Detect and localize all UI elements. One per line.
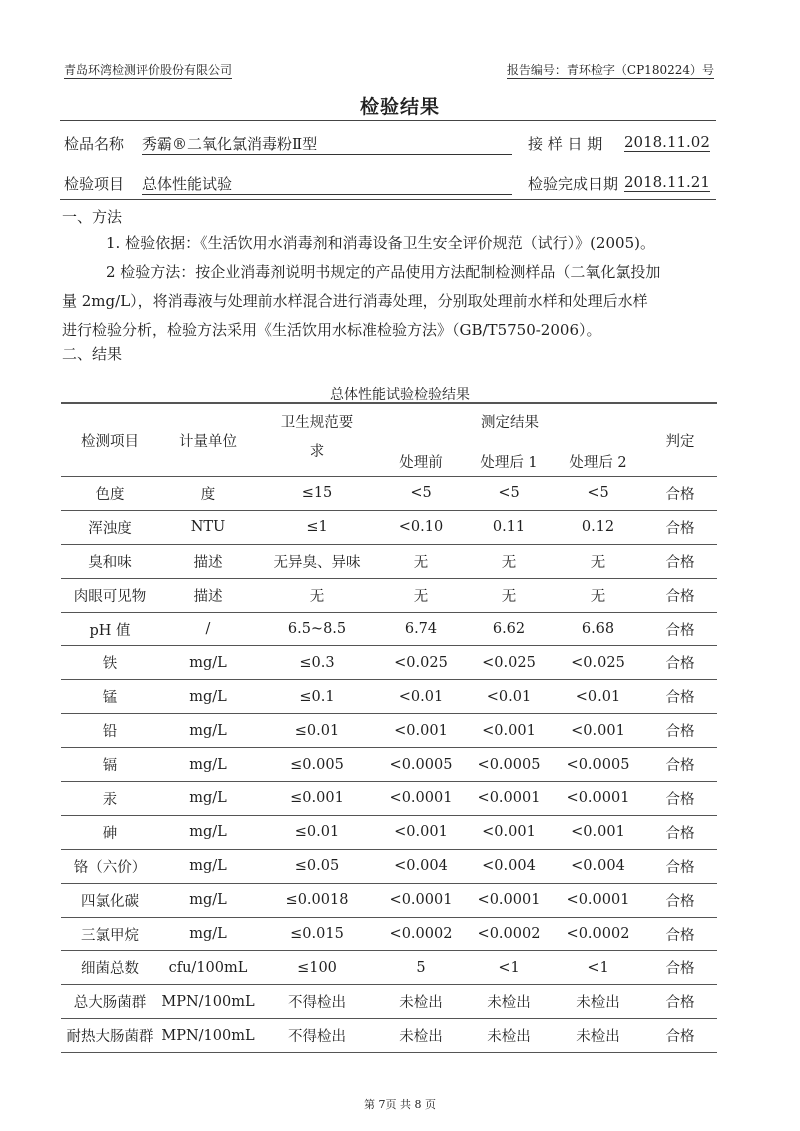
cell-after1: <0.01 <box>486 688 532 705</box>
cell-before: 6.74 <box>404 621 438 637</box>
cell-standard: ≤0.01 <box>294 722 340 739</box>
table-row <box>61 544 717 578</box>
table-row <box>61 510 717 544</box>
table-row <box>61 714 717 748</box>
sample-name-value: 秀霸®二氧化氯消毒粉Ⅱ型 <box>142 133 512 155</box>
method-basis: 1. 检验依据：《生活饮用水消毒剂和消毒设备卫生安全评价规范（试行）》(2005)。 <box>106 234 655 252</box>
header-verdict: 判定 <box>665 433 695 450</box>
report-number: 报告编号：青环检字（CP180224）号 <box>506 63 714 77</box>
table-row <box>61 951 717 985</box>
test-item-value: 总体性能试验 <box>142 173 512 195</box>
cell-verdict: 合格 <box>665 622 695 639</box>
cell-item: 铁 <box>102 656 118 673</box>
cell-verdict: 合格 <box>665 588 695 605</box>
cell-after1: <0.0005 <box>477 756 541 773</box>
header-unit: 计量单位 <box>179 433 237 450</box>
method-procedure-line3: 进行检验分析，检验方法采用《生活饮用水标准检验方法》（GB/T5750-2006）。 <box>62 321 602 339</box>
cell-unit: NTU <box>190 519 226 536</box>
header-after1: 处理后 1 <box>480 455 538 471</box>
cell-after2: <1 <box>587 959 609 976</box>
cell-after2: <0.025 <box>571 654 625 671</box>
results-table-body <box>61 477 717 1053</box>
table-row <box>61 917 717 951</box>
cell-after2: <0.0002 <box>566 926 630 943</box>
cell-item: 砷 <box>102 825 118 842</box>
cell-before: <0.0002 <box>389 926 453 943</box>
header-measured: 测定结果 <box>481 414 539 431</box>
cell-item: 耐热大肠菌群 <box>66 1029 154 1046</box>
cell-verdict: 合格 <box>665 927 695 944</box>
cell-after1: 未检出 <box>487 995 531 1012</box>
cell-item: 铅 <box>102 724 118 741</box>
cell-unit: cfu/100mL <box>168 959 248 976</box>
cell-standard: ≤0.015 <box>290 926 344 943</box>
cell-verdict: 合格 <box>665 995 695 1012</box>
cell-standard: ≤0.1 <box>299 688 335 705</box>
cell-after1: <0.0001 <box>477 790 541 807</box>
page-title: 检验结果 <box>359 96 440 118</box>
cell-verdict: 合格 <box>665 791 695 808</box>
cell-standard: ≤100 <box>297 959 337 976</box>
cell-after1: 无 <box>501 588 517 605</box>
table-row <box>61 985 717 1019</box>
table-row <box>61 815 717 849</box>
cell-before: <0.001 <box>394 722 448 739</box>
complete-date-label: 检验完成日期 <box>528 175 619 193</box>
cell-verdict: 合格 <box>665 656 695 673</box>
table-row <box>61 782 717 816</box>
cell-item: pH 值 <box>89 622 131 639</box>
table-row <box>61 646 717 680</box>
cell-standard: 不得检出 <box>288 1029 346 1046</box>
table-caption: 总体性能试验检验结果 <box>330 387 470 403</box>
cell-after1: <1 <box>498 959 520 976</box>
cell-standard: ≤0.01 <box>294 824 340 841</box>
cell-standard: ≤0.001 <box>290 790 344 807</box>
cell-unit: mg/L <box>189 654 227 671</box>
cell-after2: <0.004 <box>571 858 625 875</box>
cell-unit: mg/L <box>189 926 227 943</box>
cell-verdict: 合格 <box>665 893 695 910</box>
cell-item: 肉眼可见物 <box>73 588 147 605</box>
cell-verdict: 合格 <box>665 724 695 741</box>
cell-item: 三氯甲烷 <box>81 927 139 944</box>
cell-after2: <0.001 <box>571 722 625 739</box>
complete-date-value: 2018.11.21 <box>624 173 710 191</box>
cell-item: 浑浊度 <box>88 520 132 537</box>
header-after2: 处理后 2 <box>569 455 627 471</box>
cell-standard: 不得检出 <box>288 995 346 1012</box>
cell-before: <0.0001 <box>389 790 453 807</box>
cell-after2: 0.12 <box>581 519 615 536</box>
sample-name-label: 检品名称 <box>64 135 125 153</box>
cell-after1: <0.0001 <box>477 892 541 909</box>
cell-after2: <0.01 <box>575 688 621 705</box>
cell-verdict: 合格 <box>665 825 695 842</box>
cell-before: <0.004 <box>394 858 448 875</box>
cell-before: <0.10 <box>398 519 444 536</box>
cell-item: 总大肠菌群 <box>73 995 147 1012</box>
cell-item: 汞 <box>102 791 118 808</box>
cell-standard: ≤0.0018 <box>285 892 349 909</box>
cell-verdict: 合格 <box>665 961 695 978</box>
cell-after1: 6.62 <box>492 621 526 637</box>
cell-item: 镉 <box>102 758 118 775</box>
cell-unit: mg/L <box>189 858 227 875</box>
cell-after1: <5 <box>498 485 520 502</box>
cell-unit: 描述 <box>193 588 223 605</box>
table-row <box>61 883 717 917</box>
cell-before: 无 <box>413 588 429 605</box>
results-heading: 二、结果 <box>62 345 123 363</box>
cell-after1: <0.025 <box>482 654 536 671</box>
cell-unit: 描述 <box>193 554 223 571</box>
cell-verdict: 合格 <box>665 520 695 537</box>
cell-after1: <0.004 <box>482 858 536 875</box>
cell-before: 未检出 <box>399 1029 443 1046</box>
cell-after2: 无 <box>590 588 606 605</box>
cell-verdict: 合格 <box>665 758 695 775</box>
cell-standard: ≤0.005 <box>290 756 344 773</box>
header-item: 检测项目 <box>81 433 139 450</box>
cell-after2: <0.0001 <box>566 790 630 807</box>
test-item-row <box>64 173 714 197</box>
cell-item: 锰 <box>102 690 118 707</box>
cell-before: <0.025 <box>394 654 448 671</box>
cell-standard: ≤0.05 <box>294 858 340 875</box>
cell-unit: / <box>205 621 211 637</box>
cell-unit: mg/L <box>189 824 227 841</box>
cell-unit: mg/L <box>189 722 227 739</box>
fields-divider <box>60 199 716 200</box>
cell-standard: 6.5~8.5 <box>287 621 347 637</box>
cell-after2: <5 <box>587 485 609 502</box>
cell-item: 四氯化碳 <box>81 893 139 910</box>
company-name: 青岛环湾检测评价股份有限公司 <box>64 63 233 77</box>
method-procedure-line2: 量 2mg/L），将消毒液与处理前水样混合进行消毒处理，分别取处理前水样和处理后水样 <box>62 292 648 310</box>
cell-before: <0.01 <box>398 688 444 705</box>
method-body <box>62 229 714 345</box>
cell-before: <0.0005 <box>389 756 453 773</box>
sample-name-row <box>64 133 714 157</box>
cell-verdict: 合格 <box>665 486 695 503</box>
cell-after1: <0.001 <box>482 722 536 739</box>
page-number: 第 7页 共 8 页 <box>364 1098 436 1111</box>
cell-before: 未检出 <box>399 995 443 1012</box>
cell-item: 铬（六价） <box>73 859 147 876</box>
cell-unit: mg/L <box>189 790 227 807</box>
cell-verdict: 合格 <box>665 554 695 571</box>
cell-after2: 未检出 <box>576 1029 620 1046</box>
cell-unit: mg/L <box>189 688 227 705</box>
cell-after2: <0.0005 <box>566 756 630 773</box>
cell-after2: 未检出 <box>576 995 620 1012</box>
table-row <box>61 1019 717 1053</box>
header-before: 处理前 <box>399 455 443 471</box>
table-row <box>61 477 717 511</box>
cell-item: 臭和味 <box>88 554 132 571</box>
cell-after2: <0.0001 <box>566 892 630 909</box>
cell-after1: 0.11 <box>492 519 526 536</box>
cell-before: <0.001 <box>394 824 448 841</box>
cell-after1: <0.001 <box>482 824 536 841</box>
cell-after1: 未检出 <box>487 1029 531 1046</box>
cell-unit: MPN/100mL <box>161 993 255 1010</box>
cell-unit: 度 <box>200 486 216 503</box>
cell-before: <5 <box>410 485 432 502</box>
cell-after1: <0.0002 <box>477 926 541 943</box>
cell-after2: 无 <box>590 554 606 571</box>
table-row <box>61 612 717 646</box>
cell-after2: 6.68 <box>581 621 615 637</box>
table-row <box>61 680 717 714</box>
title-divider <box>60 120 716 121</box>
header-standard-line2: 求 <box>309 444 325 460</box>
cell-standard: 无 <box>309 588 325 605</box>
cell-verdict: 合格 <box>665 690 695 707</box>
test-item-label: 检验项目 <box>64 175 125 193</box>
results-table <box>61 402 717 1053</box>
cell-standard: ≤0.3 <box>299 654 335 671</box>
table-row <box>61 849 717 883</box>
table-row <box>61 748 717 782</box>
method-heading: 一、方法 <box>62 208 123 226</box>
cell-item: 细菌总数 <box>81 961 139 978</box>
cell-standard: ≤15 <box>301 485 333 502</box>
header-standard-line1: 卫生规范要 <box>280 414 354 431</box>
cell-verdict: 合格 <box>665 1029 695 1046</box>
cell-unit: mg/L <box>189 756 227 773</box>
cell-before: 5 <box>416 959 426 976</box>
method-procedure-line1: 2 检验方法：按企业消毒剂说明书规定的产品使用方法配制检测样品（二氧化氯投加 <box>106 263 661 281</box>
cell-after2: <0.001 <box>571 824 625 841</box>
cell-standard: ≤1 <box>306 519 328 536</box>
cell-before: 无 <box>413 554 429 571</box>
cell-unit: MPN/100mL <box>161 1027 255 1044</box>
cell-verdict: 合格 <box>665 859 695 876</box>
cell-standard: 无异臭、异味 <box>273 554 361 571</box>
receive-date-label: 接 样 日 期 <box>528 135 603 153</box>
cell-before: <0.0001 <box>389 892 453 909</box>
cell-after1: 无 <box>501 554 517 571</box>
table-row <box>61 578 717 612</box>
cell-unit: mg/L <box>189 892 227 909</box>
cell-item: 色度 <box>95 486 125 503</box>
receive-date-value: 2018.11.02 <box>624 133 710 151</box>
